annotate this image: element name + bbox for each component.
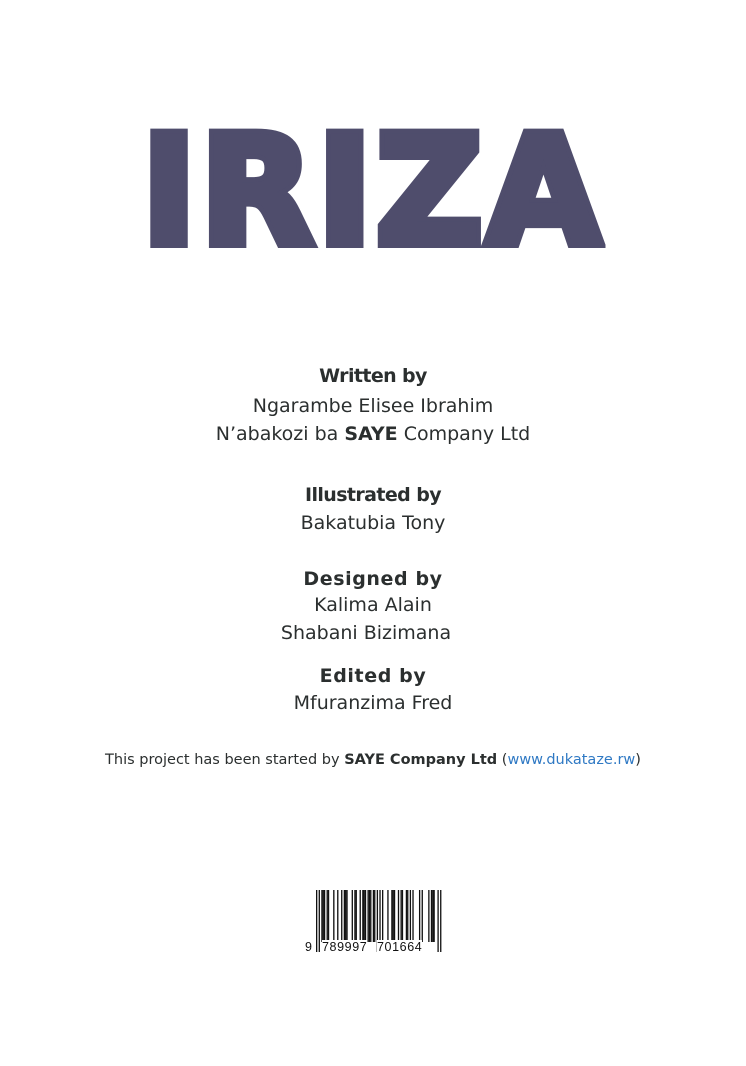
barcode-bar: [394, 890, 395, 942]
book-title-text: IRIZA: [141, 105, 605, 279]
barcode-bar: [374, 890, 375, 942]
written-by-heading: Written by: [319, 365, 427, 387]
barcode-bar: [321, 890, 322, 942]
barcode-bar: [437, 890, 438, 952]
barcode-bar: [373, 890, 374, 942]
isbn-barcode: [304, 890, 444, 956]
edited-by-section: [0, 665, 746, 717]
barcode-bar: [382, 890, 383, 942]
barcode-bar: [407, 890, 408, 942]
barcode-bar: [422, 890, 423, 942]
website-link[interactable]: www.dukataze.rw: [507, 752, 636, 768]
barcode-bar: [316, 890, 317, 952]
barcode-bar: [344, 890, 345, 942]
barcode-bar: [393, 890, 394, 942]
project-credit-line: [0, 752, 746, 768]
barcode-bar: [356, 890, 357, 942]
barcode-bar: [345, 890, 346, 942]
author-org-bold: SAYE: [344, 423, 398, 445]
barcode-bar: [428, 890, 429, 942]
project-credit-company: SAYE Company Ltd: [344, 752, 498, 768]
barcode-bar: [369, 890, 370, 942]
author-org-suffix: Company Ltd: [397, 423, 531, 445]
barcode-bar: [327, 890, 328, 942]
barcode-bar: [432, 890, 433, 942]
book-title: [100, 105, 646, 279]
barcode-bar: [370, 890, 371, 942]
illustrator-name: Bakatubia Tony: [300, 512, 446, 534]
barcode-bar: [362, 890, 363, 942]
barcode-bar: [410, 890, 411, 942]
barcode-bar: [400, 890, 401, 942]
designer-name-1: Kalima Alain: [314, 594, 432, 616]
barcode-bar: [412, 890, 413, 942]
barcode-right-group: 701664: [377, 940, 423, 954]
barcode-bar: [354, 890, 355, 942]
barcode-bar: [419, 890, 420, 942]
author-name: Ngarambe Elisee Ibrahim: [252, 395, 494, 417]
barcode-bar: [367, 890, 368, 942]
barcode-left-group: 789997: [322, 940, 368, 954]
barcode-bar: [360, 890, 361, 942]
barcode-bar: [433, 890, 434, 942]
project-credit-close-paren: ): [635, 752, 641, 768]
written-by-section: [0, 365, 746, 448]
author-organization: [0, 420, 746, 448]
author-org-prefix: N’abakozi ba: [215, 423, 345, 445]
barcode-bar: [402, 890, 403, 942]
barcode-bar: [431, 890, 432, 942]
barcode-bar: [391, 890, 392, 942]
barcode-bar: [341, 890, 342, 942]
barcode-bar: [324, 890, 325, 942]
project-credit-open-paren: (: [497, 752, 508, 768]
designed-by-section: [0, 568, 746, 647]
barcode-bar: [323, 890, 324, 942]
designer-name-2: Shabani Bizimana: [280, 622, 452, 644]
barcode-bar: [319, 890, 320, 952]
edited-by-heading: Edited by: [319, 665, 427, 687]
designed-by-heading: Designed by: [303, 568, 443, 590]
barcode-bar: [406, 890, 407, 942]
editor-name: Mfuranzima Fred: [293, 692, 453, 714]
illustrated-by-heading: Illustrated by: [305, 484, 441, 506]
barcode-bar: [387, 890, 388, 942]
illustrated-by-section: [0, 484, 746, 537]
project-credit-prefix: This project has been started by: [105, 752, 345, 768]
barcode-first-digit: 9: [305, 940, 312, 954]
barcode-bar: [337, 890, 338, 942]
barcode-bar: [333, 890, 334, 942]
barcode-bar: [365, 890, 366, 942]
barcode-bar: [364, 890, 365, 942]
barcode-bar: [346, 890, 347, 942]
barcode-bar: [352, 890, 353, 942]
barcode-bar: [398, 890, 399, 942]
barcode-bar: [440, 890, 441, 952]
barcode-bar: [328, 890, 329, 942]
